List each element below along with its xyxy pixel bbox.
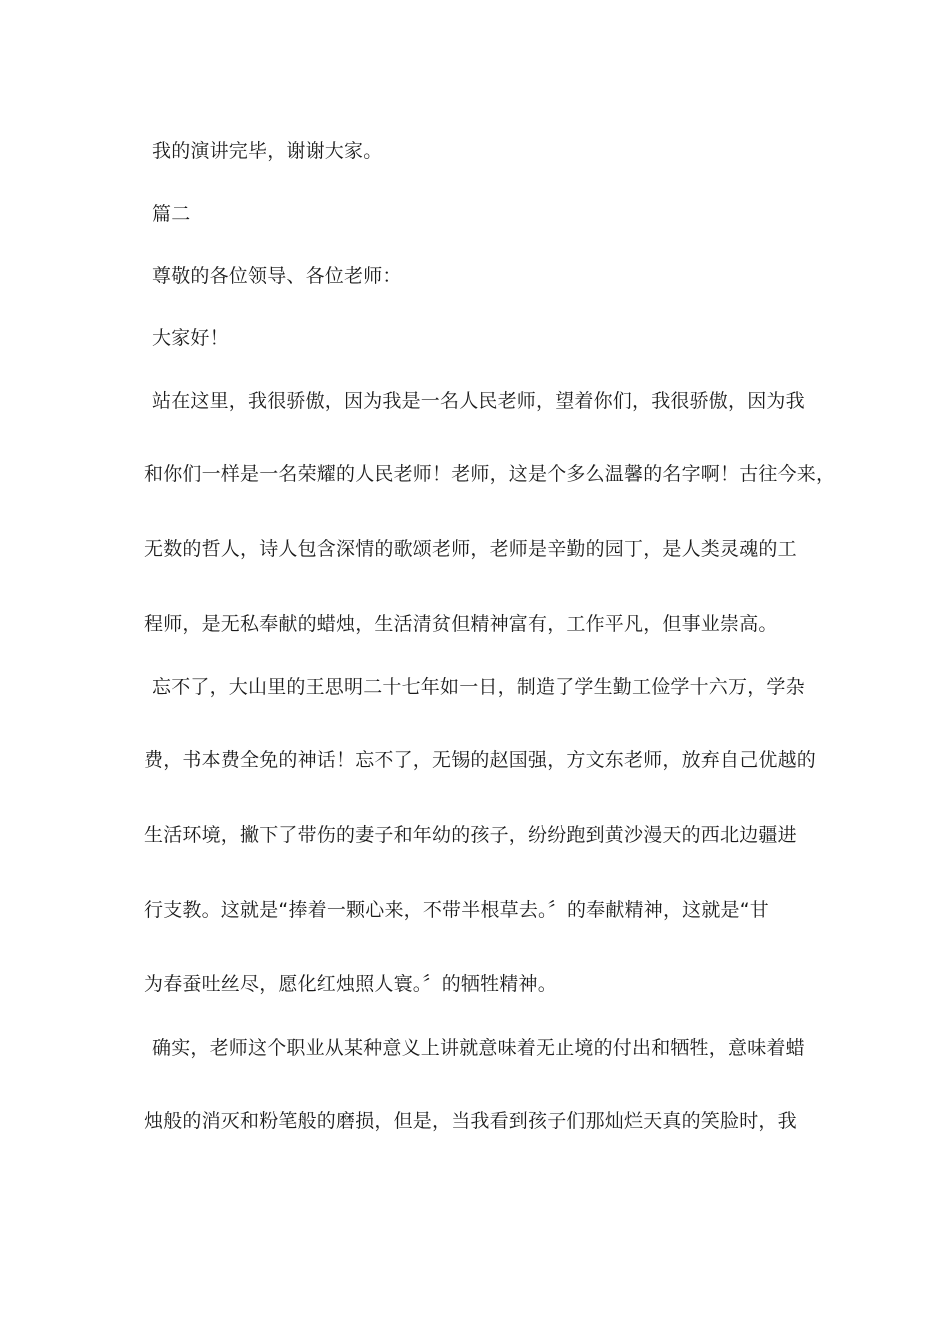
paragraph-line: 无数的哲人，诗人包含深情的歌颂老师，老师是辛勤的园丁，是人类灵魂的工 [144, 538, 797, 560]
paragraph-line: 程师，是无私奉献的蜡烛，生活清贫但精神富有，工作平凡，但事业崇高。 [144, 613, 778, 635]
section-heading: 篇二 [152, 203, 191, 225]
greeting: 大家好！ [152, 327, 229, 349]
paragraph-line: 为春蚕吐丝尽，愿化红烛照人寰。〞的牺牲精神。 [144, 973, 557, 995]
paragraph-line: 烛般的消灭和粉笔般的磨损，但是，当我看到孩子们那灿烂天真的笑脸时，我 [144, 1110, 797, 1132]
paragraph-line: 站在这里，我很骄傲，因为我是一名人民老师，望着你们，我很骄傲，因为我 [152, 390, 805, 412]
closing-line: 我的演讲完毕，谢谢大家。 [152, 140, 383, 162]
paragraph-line: 忘不了，大山里的王思明二十七年如一日，制造了学生勤工俭学十六万，学杂 [152, 676, 805, 698]
paragraph-line: 费，书本费全免的神话！忘不了，无锡的赵国强，方文东老师，放弃自己优越的 [144, 749, 817, 771]
paragraph-line: 和你们一样是一名荣耀的人民老师！老师，这是个多么温馨的名字啊！古往今来， [144, 463, 836, 485]
paragraph-line: 确实，老师这个职业从某种意义上讲就意味着无止境的付出和牺牲，意味着蜡 [152, 1037, 805, 1059]
salutation: 尊敬的各位领导、各位老师： [152, 265, 402, 287]
paragraph-line: 生活环境，撇下了带伤的妻子和年幼的孩子，纷纷跑到黄沙漫天的西北边疆进 [144, 824, 797, 846]
paragraph-line: 行支教。这就是“捧着一颗心来，不带半根草去。〞的奉献精神，这就是“甘 [144, 899, 769, 921]
